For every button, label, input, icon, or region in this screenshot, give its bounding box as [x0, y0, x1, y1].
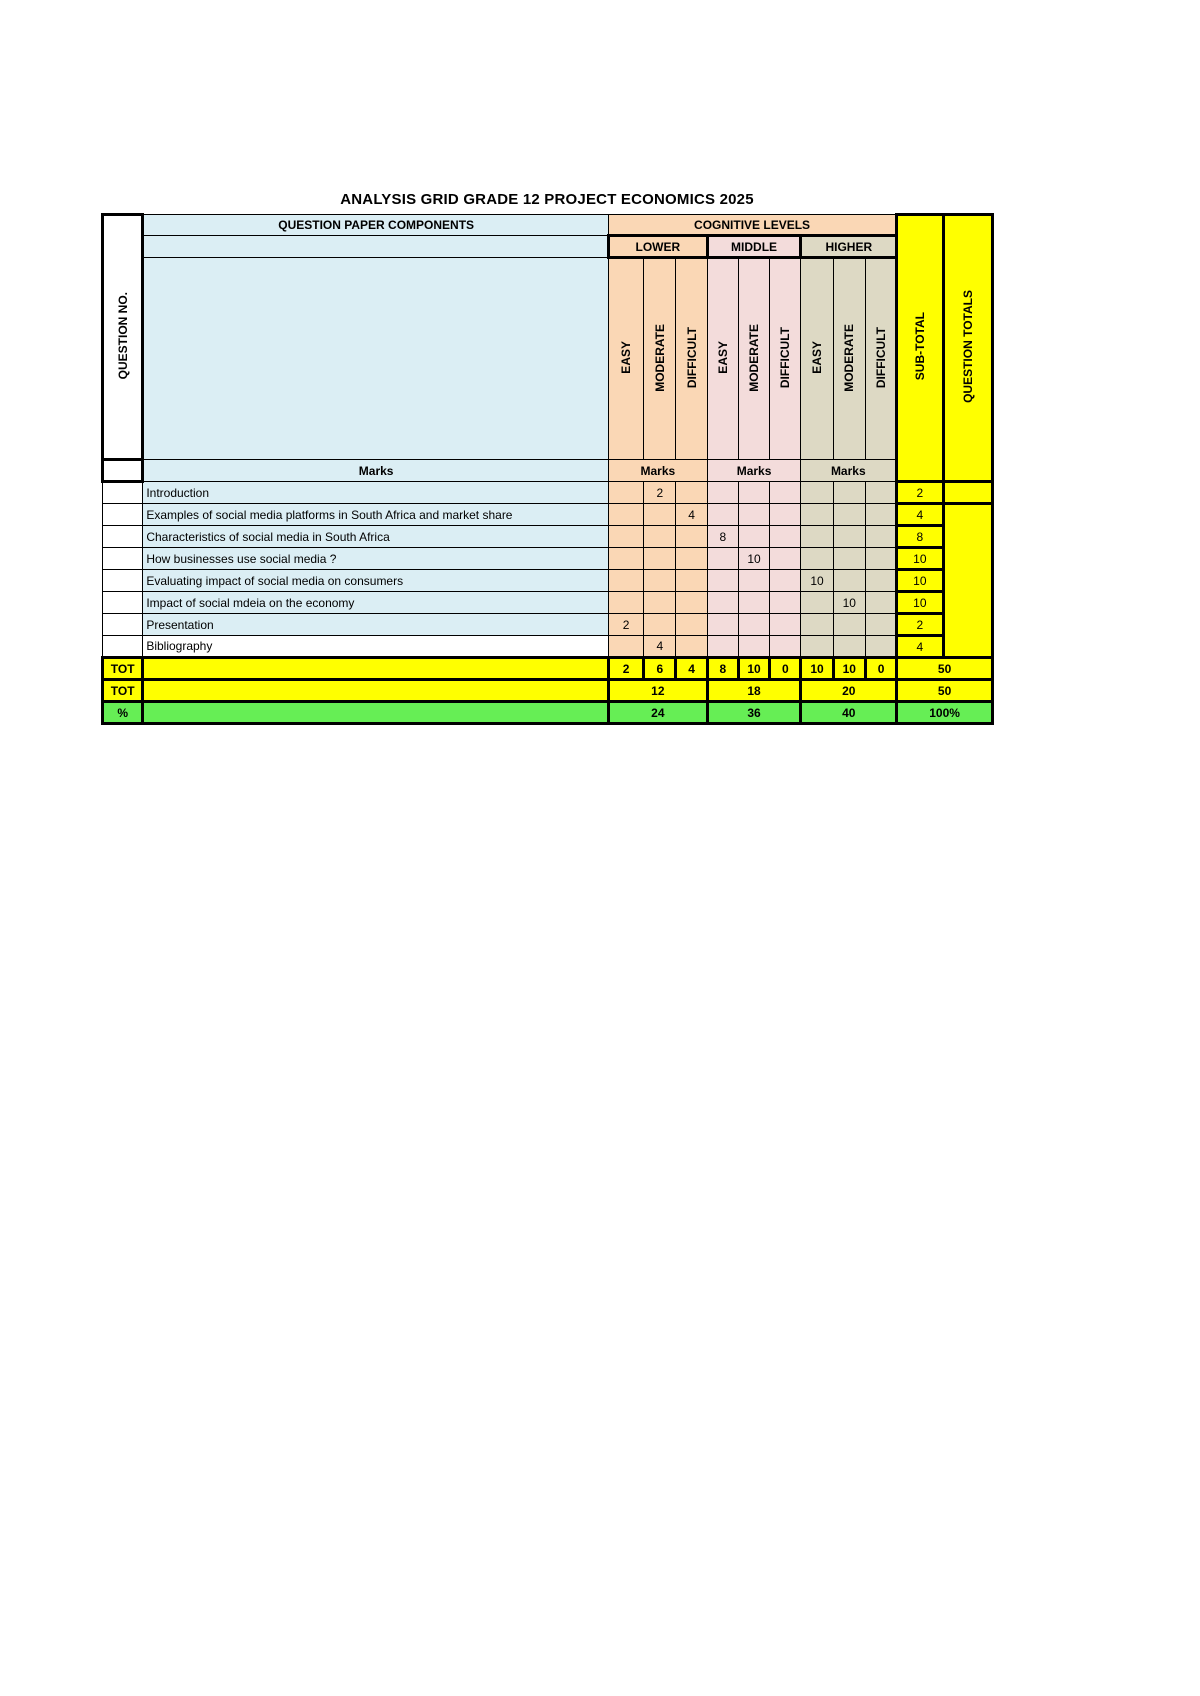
sub-total-cell: 2 — [897, 614, 943, 636]
lower-moderate-cell: 2 — [644, 482, 676, 504]
higher-difficult-header: DIFFICULT — [865, 258, 896, 460]
lower-marks-label: Marks — [608, 460, 707, 482]
higher-difficult-cell — [865, 614, 896, 636]
question-no-cell — [103, 570, 143, 592]
table-row — [103, 526, 993, 548]
lower-moderate-cell — [644, 504, 676, 526]
question-no-header: QUESTION NO. — [103, 215, 143, 460]
question-totals-header: QUESTION TOTALS — [943, 215, 992, 482]
higher-easy-total: 10 — [801, 658, 833, 680]
lower-easy-cell — [608, 592, 643, 614]
lower-easy-cell — [608, 636, 643, 658]
middle-easy-cell — [707, 548, 738, 570]
lower-easy-cell — [608, 548, 643, 570]
component-label: Presentation — [143, 614, 609, 636]
table-row — [103, 636, 993, 658]
lower-easy-cell — [608, 504, 643, 526]
higher-easy-cell: 10 — [801, 570, 833, 592]
components-area — [143, 258, 609, 460]
higher-difficult-cell — [865, 636, 896, 658]
lower-difficult-cell — [676, 548, 707, 570]
middle-moderate-cell — [738, 504, 769, 526]
sub-total-cell: 10 — [897, 548, 943, 570]
middle-easy-cell: 8 — [707, 526, 738, 548]
lower-easy-total: 2 — [608, 658, 643, 680]
middle-moderate-cell — [738, 614, 769, 636]
middle-difficult-cell — [770, 504, 801, 526]
middle-easy-cell — [707, 482, 738, 504]
higher-moderate-cell — [833, 548, 865, 570]
middle-easy-cell — [707, 504, 738, 526]
component-label: How businesses use social media ? — [143, 548, 609, 570]
higher-moderate-cell — [833, 504, 865, 526]
higher-easy-cell — [801, 636, 833, 658]
middle-easy-cell — [707, 592, 738, 614]
middle-difficult-cell — [770, 614, 801, 636]
components-subheader — [143, 236, 609, 258]
higher-difficult-cell — [865, 592, 896, 614]
middle-percent: 36 — [707, 702, 801, 724]
totals-component-cell — [143, 658, 609, 680]
higher-difficult-cell — [865, 570, 896, 592]
lower-moderate-cell — [644, 526, 676, 548]
component-label: Characteristics of social media in South Africa — [143, 526, 609, 548]
totals-row — [103, 658, 993, 680]
higher-moderate-cell — [833, 570, 865, 592]
question-no-cell — [103, 614, 143, 636]
higher-easy-cell — [801, 504, 833, 526]
table-row — [103, 504, 993, 526]
lower-moderate-cell — [644, 614, 676, 636]
higher-moderate-cell — [833, 526, 865, 548]
sub-total-cell: 4 — [897, 504, 943, 526]
sub-total-header: SUB-TOTAL — [897, 215, 943, 482]
level-totals-label: TOT — [103, 680, 143, 702]
lower-difficult-cell — [676, 482, 707, 504]
middle-moderate-cell — [738, 570, 769, 592]
middle-difficult-header: DIFFICULT — [770, 258, 801, 460]
component-label: Introduction — [143, 482, 609, 504]
lower-level-total: 12 — [608, 680, 707, 702]
higher-easy-cell — [801, 548, 833, 570]
table-row — [103, 482, 993, 504]
middle-header: MIDDLE — [707, 236, 801, 258]
middle-difficult-cell — [770, 592, 801, 614]
lower-moderate-cell — [644, 592, 676, 614]
middle-moderate-cell — [738, 592, 769, 614]
middle-easy-cell — [707, 570, 738, 592]
lower-difficult-cell — [676, 592, 707, 614]
higher-moderate-header: MODERATE — [833, 258, 865, 460]
analysis-grid — [101, 213, 994, 725]
lower-header: LOWER — [608, 236, 707, 258]
higher-easy-cell — [801, 526, 833, 548]
middle-moderate-cell — [738, 526, 769, 548]
lower-easy-cell — [608, 570, 643, 592]
question-no-cell — [103, 636, 143, 658]
question-total-cell — [943, 504, 992, 658]
higher-difficult-cell — [865, 482, 896, 504]
component-label: Bibliography — [143, 636, 609, 658]
higher-level-total: 20 — [801, 680, 897, 702]
middle-moderate-total: 10 — [738, 658, 769, 680]
higher-moderate-cell — [833, 636, 865, 658]
higher-difficult-cell — [865, 504, 896, 526]
lower-difficult-cell — [676, 526, 707, 548]
components-marks-label: Marks — [143, 460, 609, 482]
lower-difficult-cell: 4 — [676, 504, 707, 526]
middle-level-total: 18 — [707, 680, 801, 702]
middle-difficult-total: 0 — [770, 658, 801, 680]
middle-moderate-cell — [738, 482, 769, 504]
question-no-cell — [103, 592, 143, 614]
component-label: Evaluating impact of social media on consumers — [143, 570, 609, 592]
higher-percent: 40 — [801, 702, 897, 724]
question-no-cell — [103, 526, 143, 548]
lower-easy-cell — [608, 526, 643, 548]
totals-label: TOT — [103, 658, 143, 680]
lower-easy-header: EASY — [608, 258, 643, 460]
lower-difficult-total: 4 — [676, 658, 707, 680]
lower-moderate-total: 6 — [644, 658, 676, 680]
higher-moderate-cell — [833, 614, 865, 636]
middle-moderate-cell — [738, 636, 769, 658]
level-grand-total: 50 — [897, 680, 993, 702]
middle-moderate-header: MODERATE — [738, 258, 769, 460]
higher-easy-cell — [801, 592, 833, 614]
question-no-cell — [103, 504, 143, 526]
level-totals-row — [103, 680, 993, 702]
lower-moderate-cell: 4 — [644, 636, 676, 658]
higher-difficult-cell — [865, 548, 896, 570]
sub-total-cell: 8 — [897, 526, 943, 548]
question-total-cell — [943, 482, 992, 504]
sub-total-cell: 2 — [897, 482, 943, 504]
grand-total: 50 — [897, 658, 993, 680]
lower-easy-cell — [608, 482, 643, 504]
percent-row — [103, 702, 993, 724]
level-totals-component-cell — [143, 680, 609, 702]
component-label: Impact of social mdeia on the economy — [143, 592, 609, 614]
sub-total-cell: 10 — [897, 592, 943, 614]
higher-difficult-total: 0 — [865, 658, 896, 680]
higher-moderate-cell — [833, 482, 865, 504]
question-no-marks-cell — [103, 460, 143, 482]
middle-difficult-cell — [770, 570, 801, 592]
question-no-cell — [103, 548, 143, 570]
lower-difficult-cell — [676, 614, 707, 636]
middle-easy-total: 8 — [707, 658, 738, 680]
higher-moderate-cell: 10 — [833, 592, 865, 614]
middle-moderate-cell: 10 — [738, 548, 769, 570]
middle-easy-cell — [707, 636, 738, 658]
higher-difficult-cell — [865, 526, 896, 548]
higher-easy-cell — [801, 614, 833, 636]
component-label: Examples of social media platforms in South Africa and market share — [143, 504, 609, 526]
question-no-cell — [103, 482, 143, 504]
percent-component-cell — [143, 702, 609, 724]
lower-moderate-cell — [644, 548, 676, 570]
middle-difficult-cell — [770, 482, 801, 504]
middle-difficult-cell — [770, 636, 801, 658]
higher-easy-header: EASY — [801, 258, 833, 460]
lower-easy-cell: 2 — [608, 614, 643, 636]
table-row — [103, 614, 993, 636]
middle-difficult-cell — [770, 548, 801, 570]
cognitive-levels-header: COGNITIVE LEVELS — [608, 215, 896, 236]
grand-percent: 100% — [897, 702, 993, 724]
table-row — [103, 570, 993, 592]
grid-title: ANALYSIS GRID GRADE 12 PROJECT ECONOMICS 2025 — [340, 191, 754, 208]
higher-easy-cell — [801, 482, 833, 504]
lower-difficult-header: DIFFICULT — [676, 258, 707, 460]
table-row — [103, 592, 993, 614]
lower-difficult-cell — [676, 570, 707, 592]
lower-moderate-header: MODERATE — [644, 258, 676, 460]
table-row — [103, 548, 993, 570]
higher-header: HIGHER — [801, 236, 897, 258]
lower-percent: 24 — [608, 702, 707, 724]
higher-moderate-total: 10 — [833, 658, 865, 680]
sub-total-cell: 10 — [897, 570, 943, 592]
lower-moderate-cell — [644, 570, 676, 592]
higher-marks-label: Marks — [801, 460, 897, 482]
lower-difficult-cell — [676, 636, 707, 658]
middle-difficult-cell — [770, 526, 801, 548]
sub-total-cell: 4 — [897, 636, 943, 658]
components-header: QUESTION PAPER COMPONENTS — [143, 215, 609, 236]
middle-easy-cell — [707, 614, 738, 636]
percent-label: % — [103, 702, 143, 724]
middle-easy-header: EASY — [707, 258, 738, 460]
middle-marks-label: Marks — [707, 460, 801, 482]
